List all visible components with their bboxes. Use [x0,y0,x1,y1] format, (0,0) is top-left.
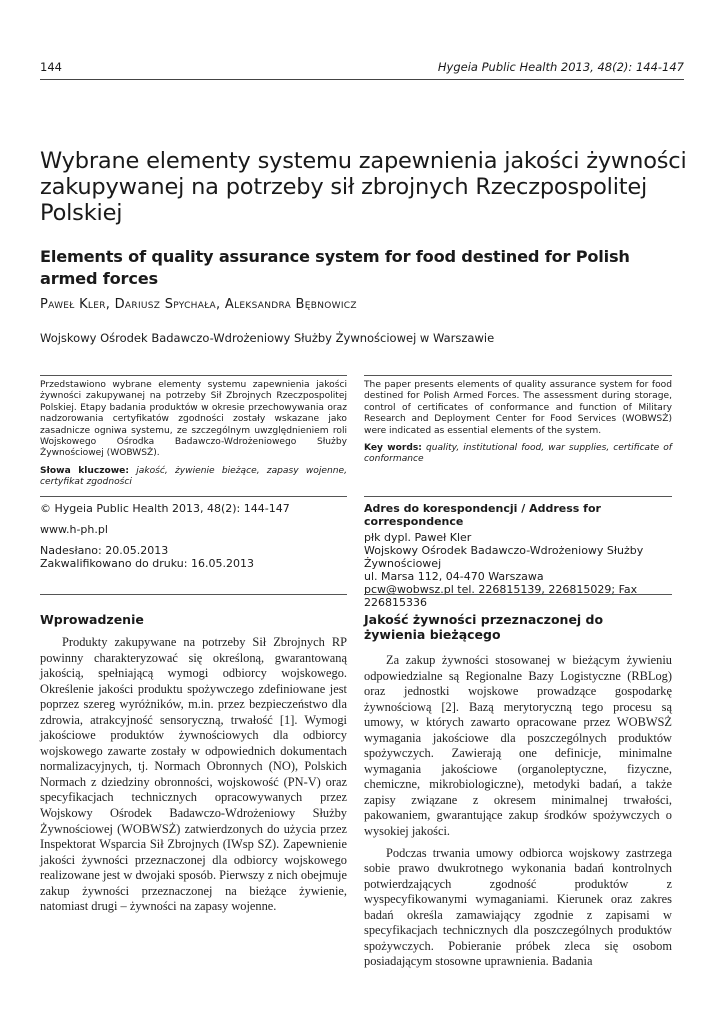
title-english: Elements of quality assurance system for food destined for Polish armed forces [40,247,630,288]
abstract-pl-rule [40,375,347,376]
title-polish: Wybrane elementy systemu zapewnienia jakości żywności zakupywanej na potrzeby sił zbrojnych Rzeczpospolitej Polskiej [40,148,687,226]
section-heading-current-feeding: Jakość żywności przeznaczonej do żywienia bieżącego [364,612,604,642]
keywords-polish [40,466,347,489]
keywords-english-values: quality, institutional food, war supplies, certificate of conformance [364,443,673,465]
publication-info [40,502,347,570]
received-date: Nadesłano: 20.05.2013 [40,544,169,557]
abstract-english [364,380,672,466]
section-body-introduction [40,635,347,915]
keywords-english-label: Key words: [364,443,422,454]
paragraph: Podczas trwania umowy odbiorca wojskowy zastrzega sobie prawo dwukrotnego wykonania badań kontrolnych potwierdzających zgodność produktów z wyspecyfikowanymi wymaganiami. Kierunek oraz zakres badań określa zamawiający zgodnie z zapisami w specyfikacjach technicznych dla poszczególnych produktów spożywczych. Pobieranie próbek zleca się osobom posiadającym stosowne uprawnienia. Badania [364,845,672,969]
affiliation: Wojskowy Ośrodek Badawczo-Wdrożeniowy Służby Żywnościowej w Warszawie [40,331,495,345]
correspondence-block [364,502,672,609]
accepted-date: Zakwalifikowano do druku: 16.05.2013 [40,557,254,570]
correspondence-rule [364,496,672,497]
abstract-polish-text: Przedstawiono wybrane elementy systemu zapewnienia jakości żywności zakupywanej na potrzeby Sił Zbrojnych Rzeczpospolitej Polskiej. Etapy badania produktów w okresie przechowywania oraz nadzorowania certyfikatów zgodności zostały wskazane jako zasadnicze ogniwa systemu, ze szczególnym uwzględnieniem roli Wojskowego Ośrodka Badawczo-Wdrożeniowego Służby Żywnościowej (WOBWSŻ). [40,380,347,459]
abstract-polish [40,380,347,489]
journal-url[interactable]: www.h-ph.pl [40,523,108,536]
correspondence-name: płk dypl. Paweł Kler [364,531,472,544]
info-rule [40,496,347,497]
paragraph: Produkty zakupywane na potrzeby Sił Zbrojnych RP powinny charakteryzować się określoną, gwarantowaną jakością, spełniającą wymogi odbiorcy wojskowego. Określenie jakości produktu spożywczego zdefiniowane jest poprzez szereg wyróżników, m.in. przez bezpieczeństwo dla zdrowia, atrakcyjność sensoryczną, trwałość [1]. Wymogi jakościowe produktów żywnościowych dla odbiorcy wojskowego zawarte zostały w odpowiednich dokumentach normalizacyjnych, tj. Normach Obronnych (NO), Polskich Normach z dziedziny obronności, wojskowość (PN-V) oraz specyfikacjach technicznych opracowywanych przez Wojskowy Ośrodek Badawczo-Wdrożeniowy Służby Żywnościowej (WOBWSŻ) zatwierdzonych do użycia przez Inspektorat Wsparcia Sił Zbrojnych (IWsp SZ). Zapewnienie jakości żywności przeznaczonej dla odbiorcy wojskowego realizowane jest w dwojaki sposób. Pierwszy z nich obejmuje zakup żywności przeznaczonej na bieżące żywienie, natomiast drugi – żywności na zapasy wojenne. [40,635,347,914]
section-right-rule [364,594,672,595]
journal-reference: Hygeia Public Health 2013, 48(2): 144-147 [437,60,684,74]
correspondence-contact: pcw@wobwsz.pl tel. 226815139, 226815029; Fax 226815336 [364,583,638,609]
keywords-polish-label: Słowa kluczowe: [40,465,129,476]
correspondence-address: ul. Marsa 112, 04-470 Warszawa [364,570,544,583]
abstract-en-rule [364,375,672,376]
section-heading-introduction: Wprowadzenie [40,612,144,627]
section-left-rule [40,594,347,595]
correspondence-institution-1: Wojskowy Ośrodek Badawczo-Wdrożeniowy Służby [364,544,644,557]
header-rule [40,79,684,80]
section-body-current-feeding [364,653,672,970]
keywords-english [364,443,672,466]
page-number: 144 [40,60,62,74]
correspondence-heading: Adres do korespondencji / Address for correspondence [364,502,601,528]
authors: Paweł Kler, Dariusz Spychała, Aleksandra Bębnowicz [40,297,357,312]
running-header [40,60,684,78]
correspondence-institution-2: Żywnościowej [364,557,442,570]
paragraph: Za zakup żywności stosowanej w bieżącym żywieniu odpowiedzialne są Regionalne Bazy Logistyczne (RBLog) oraz jednostki wojskowe prowadzące gospodarkę żywnościową [2]. Bazą merytoryczną tego procesu są umowy, w których zawarto opracowane przez WOBWSŻ wymagania jakościowe dla poszczególnych produktów spożywczych. Zawierają one definicje, minimalne wymagania jakościowe (organoleptyczne, fizyczne, chemiczne, mikrobiologiczne), metodyki badań, a także zapisy związane z okresem minimalnej trwałości, pakowaniem, gwarantujące zakup środków spożywczych o wysokiej jakości. [364,653,672,839]
copyright-line: © Hygeia Public Health 2013, 48(2): 144-147 [40,502,290,515]
abstract-english-text: The paper presents elements of quality assurance system for food destined for Polish Armed Forces. The assessment during storage, control of certificates of conformance and function of Military Research and Deployment Center for Food Services (WOBWSŻ) were indicated as essential elements of the system. [364,380,672,436]
keywords-polish-values: jakość, żywienie bieżące, zapasy wojenne, certyfikat zgodności [40,465,347,488]
